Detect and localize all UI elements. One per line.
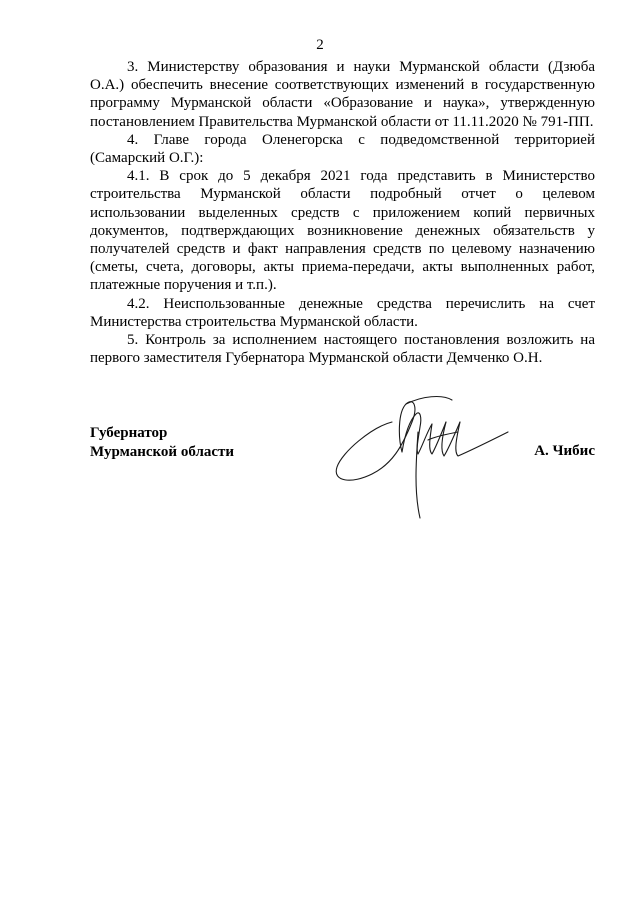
paragraph-5: 5. Контроль за исполнением настоящего постановления возложить на первого заместителя Губернатора Мурманской области Демченко О.Н. [90,332,595,367]
signatory-title [90,424,234,461]
signatory-title-line2: Мурманской области [90,443,235,460]
paragraph-4: 4. Главе города Оленегорска с подведомственной территорией (Самарский О.Г.): [90,131,595,167]
paragraph-4-1: 4.1. В срок до 5 декабря 2021 года представить в Министерство строительства Мурманской области подробный отчет о целевом использовании выделенных средств с приложением копий первичных документов, подтверждающих возникновение денежных обязательств у получателей средств и факт направления средств по целевому назначению (сметы, счета, договоры, акты приема-передачи, акты выполненных работ, платежные поручения и т.п.). [90,168,595,294]
paragraph-4-2: 4.2. Неиспользованные денежные средства перечислить на счет Министерства строительства Мурманской области. [90,295,595,330]
signatory-name: А. Чибис [534,443,595,459]
page-number: 2 [316,37,324,53]
handwritten-signature [332,392,512,522]
paragraph-3: 3. Министерству образования и науки Мурманской области (Дзюба О.А.) обеспечить внесение соответствующих изменений в государственную программу Мурманской области «Образование и наука», утвержденную постановлением Правительства Мурманской области от 11.11.2020 № 791-ПП. [90,59,595,130]
document-body [90,58,595,367]
signatory-title-line1: Губернатор [90,425,168,441]
